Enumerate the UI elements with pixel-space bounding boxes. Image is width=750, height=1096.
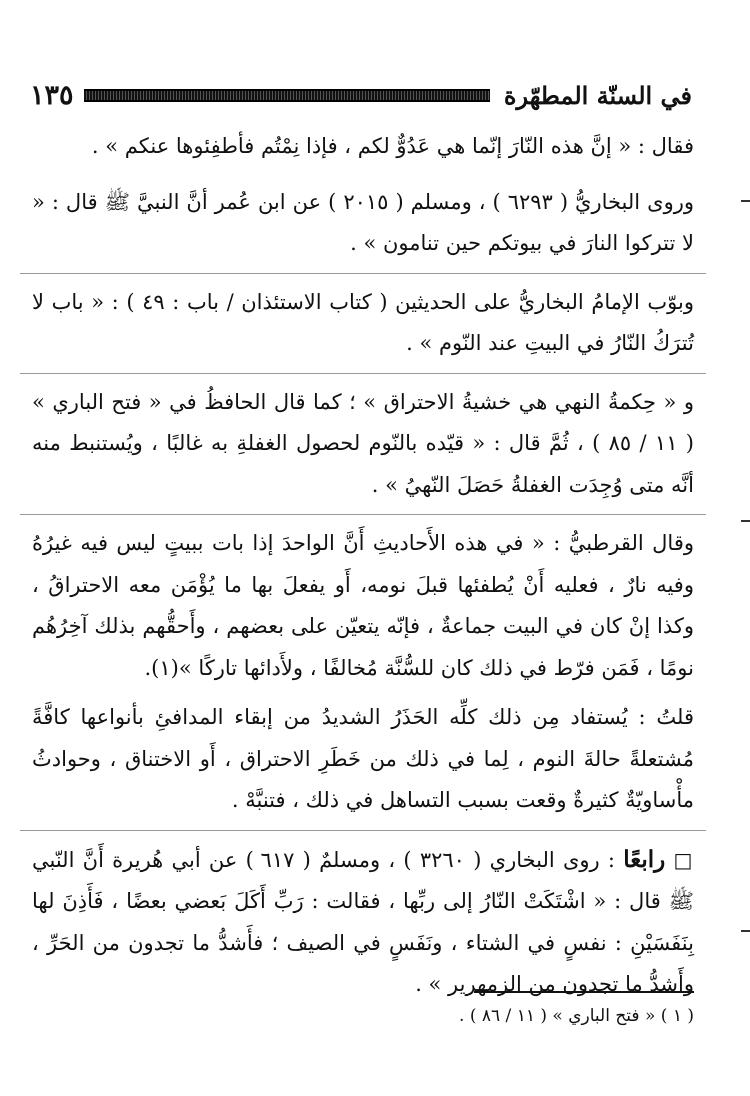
paragraph-divider	[20, 373, 706, 374]
footnote-rule	[474, 991, 694, 993]
paragraph-4: و « حِكمةُ النهي هي خشيةُ الاحتراق » ؛ كما قال الحافظُ في « فتح الباري » ( ١١ / ٨٥ ) ، ثُمَّ قال : « قيّده بالنّوم لحصول الغفلةِ به غالبًا ، ويُستنبط منه أنَّه متى وُجِدَت الغفلةُ حَصَلَ النّهيُ » .	[32, 389, 694, 497]
header-rule	[84, 89, 490, 102]
paragraph-1: فقال : « إنَّ هذه النّارَ إنّما هي عَدُوٌّ لكم ، فإذا نِمْتُم فأطفِئوها عنكم » .	[91, 134, 694, 158]
page-number: ١٣٥	[30, 79, 74, 111]
paragraph-5: وقال القرطبيُّ : « في هذه الأَحاديثِ أَنَّ الواحدَ إذا بات ببيتٍ ليس فيه غيرُهُ وفيه نارٌ ، فعليه أَنْ يُطفئها قبلَ نومه، أَو يفعلَ بها ما يُؤْمَن معه الاحتراقُ ، وكذا إنْ كان في البيت جماعةٌ ، فإنّه يتعيّن على بعضهم ، وأَحقُّهم بذلك آخِرُهُم نومًا ، فَمَن فرّط في ذلك كان للسُّنَّة مُخالفًا ، ولأَدائها تاركًا »(١).	[32, 531, 694, 680]
paragraph-divider	[20, 514, 706, 515]
paragraph-2: وروى البخاريُّ ( ٦٢٩٣ ) ، ومسلم ( ٢٠١٥ ) عن ابن عُمر أنَّ النبيَّ ﷺ قال : « لا تتركوا النارَ في بيوتكم حين تنامون » .	[32, 189, 694, 255]
scan-edge-mark	[741, 520, 750, 522]
running-header	[30, 70, 692, 120]
section-lead: رابعًا	[623, 845, 666, 873]
paragraph-divider	[20, 273, 706, 274]
section-text: : روى البخاري ( ٣٢٦٠ ) ، ومسلمٌ ( ٦١٧ ) عن أبي هُريرة أَنَّ النّبي ﷺ قال : « اشْتَكَتْ النّارُ إلى ربِّها ، فقالت : رَبِّ أَكَلَ بَعضي بعضًا ، فَأَذِنَ لها بِنَفَسَيْنِ : نفسٍ في الشتاء ، ونَفَسٍ في الصيف ؛ فأَشدُّ ما تجدون من الحَرِّ ، وأَشدُّ ما تجدون من الزمهرير » .	[32, 847, 694, 996]
scan-edge-mark	[741, 930, 750, 932]
square-bullet-icon: □	[673, 847, 694, 872]
running-title: في السنّة المطهّرة	[503, 80, 692, 110]
paragraph-divider	[20, 830, 706, 831]
scan-edge-mark	[741, 200, 750, 202]
paragraph-6: قلتُ : يُستفاد مِن ذلك كلِّه الحَذَرُ الشديدُ من إبقاء المدافئِ بأنواعها كافَّةً مُشتعلةً حالةَ النوم ، لِما في ذلك من خَطَرِ الاحتراق ، أَو الاختناق ، وحوادثُ مأْساويّةٌ كثيرةٌ وقعت بسبب التساهل في ذلك ، فتنبَّهْ .	[32, 705, 694, 812]
body-text	[32, 126, 694, 1014]
paragraph-3: وبوّب الإمامُ البخاريُّ على الحديثين ( كتاب الاستئذان / باب : ٤٩ ) : « باب لا تُترَكُ النّارُ في البيتِ عند النّوم » .	[32, 289, 694, 355]
footnote: ( ١ ) « فتح الباري » ( ١١ / ٨٦ ) .	[459, 1006, 694, 1026]
paragraph-7	[32, 839, 694, 1006]
